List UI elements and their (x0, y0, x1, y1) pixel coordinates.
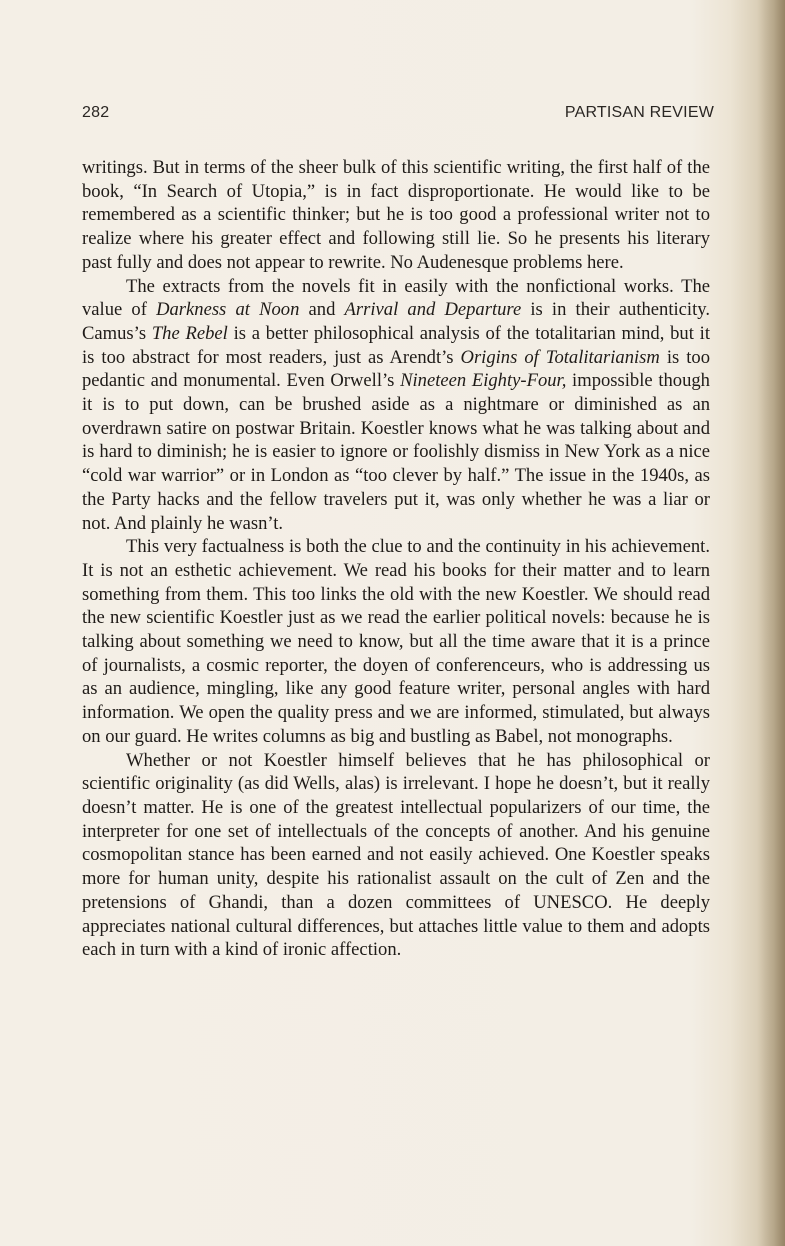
journal-title: PARTISAN REVIEW (564, 104, 714, 121)
text-run: The extracts from the novels fit in easily with the nonfictional works. The value of (82, 275, 710, 321)
body-text (82, 156, 710, 962)
book-title: The Rebel (151, 322, 228, 344)
text-run: and (299, 299, 345, 321)
book-title: Arrival and Departure (344, 299, 522, 321)
running-header (82, 104, 714, 126)
text-run: is too pedantic and monumental. Even Orwell’s (82, 346, 710, 392)
book-spine-shadow (757, 0, 785, 1246)
text-run: writings. But in terms of the sheer bulk of this scientific writing, the first half of the book, “In Search of Utopia,” is in fact disproportionate. He would like to be remembered as a scientific thinker; but he is too good a professional writer not to realize where his greater effect and following still lie. So he presents his literary past fully and does not appear to rewrite. No Audenesque problems here. (82, 157, 710, 273)
paragraph (82, 535, 710, 748)
book-title: Nineteen Eighty-Four, (400, 370, 567, 392)
text-run: is a better philosophical analysis of the totalitarian mind, but it is too abstract for most readers, just as Arendt’s (82, 322, 710, 368)
paragraph (82, 749, 710, 962)
paragraph (82, 275, 710, 536)
text-run: This very factualness is both the clue to and the continuity in his achievement. It is not an esthetic achievement. We read his books for their matter and to learn something from them. This too links the old with the new Koestler. We should read the new scientific Koestler just as we read the earlier political novels: because he is talking about something we need to know, but all the time aware that it is a prince of journalists, a cosmic reporter, the doyen of conferenceurs, who is addressing us as an audience, mingling, like any good feature writer, personal angles with hard information. We open the quality press and we are informed, stimulated, but always on our guard. He writes columns as big and bustling as Babel, not monographs. (82, 536, 710, 747)
page-number: 282 (82, 104, 110, 121)
book-title: Darkness at Noon (156, 299, 300, 321)
text-run: is in their authenticity. Camus’s (82, 299, 710, 344)
book-title: Origins of Totalitarianism (460, 346, 660, 368)
paragraph (82, 156, 710, 275)
text-run: Whether or not Koestler himself believes that he has philosophical or scientific originality (as did Wells, alas) is irrelevant. I hope he doesn’t, but it really doesn’t matter. He is one of the greatest intellectual popularizers of our time, the interpreter for one set of intellectuals of the concepts of another. And his genuine cosmopolitan stance has been earned and not easily achieved. One Koestler speaks more for human unity, despite his rationalist assault on the cult of Zen and the pretensions of Ghandi, than a dozen committees of UNESCO. He deeply appreciates national cultural differences, but attaches little value to them and adopts each in turn with a kind of ironic affection. (82, 749, 710, 961)
text-run: impossible though it is to put down, can be brushed aside as a nightmare or diminished as an overdrawn satire on postwar Britain. Koestler knows what he was talking about and is hard to diminish; he is easier to ignore or foolishly dismiss in New York as a nice “cold war warrior” or in London as “too clever by half.” The issue in the 1940s, as the Party hacks and the fellow travelers put it, was only whether he was a liar or not. And plainly he wasn’t. (82, 370, 710, 534)
